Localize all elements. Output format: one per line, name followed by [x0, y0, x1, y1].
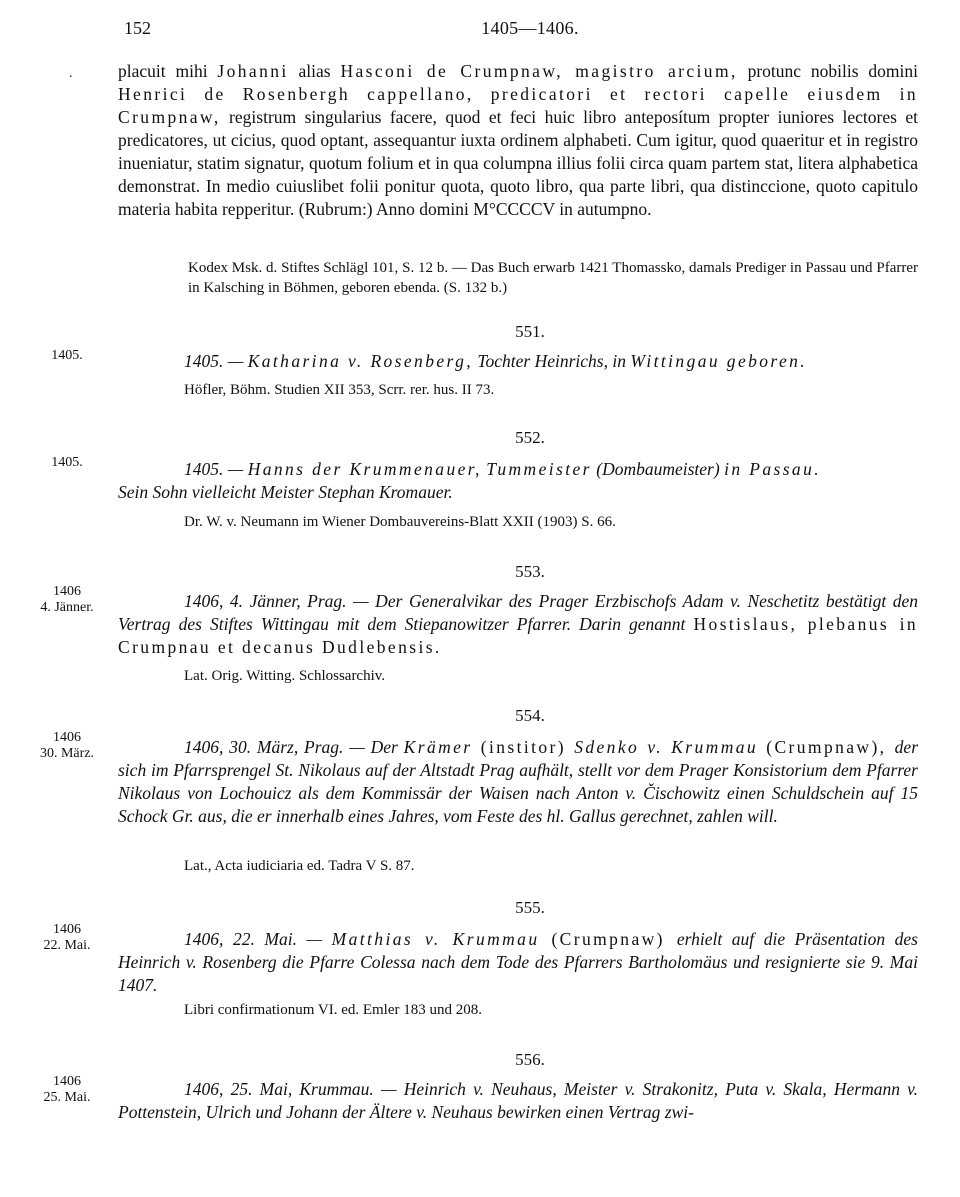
regest-text: 1406, 25. Mai, Krummau. — Heinrich v. Neuhaus, Meister v. Strakonitz, Puta v. Skala, Hermann v. Pottenstein, Ulrich und Johann der Ältere v. Neuhaus bewirken einen Vertrag zwi-	[118, 1079, 918, 1122]
regest-text: 1405. — Hanns der Krummenauer, Tummeister (Dombaumeister) in Passau. Sein Sohn vielleicht Meister Stephan Kromauer.	[118, 459, 822, 502]
source-note: Lat. Orig. Witting. Schlossarchiv.	[184, 668, 386, 684]
source-note: Höfler, Böhm. Studien XII 353, Scrr. rer. hus. II 73.	[184, 382, 495, 398]
margin-date: 1405.	[51, 348, 83, 363]
intro-text: registrum singularius facere, quod et feci huic libro anteposítum propter iuniores lectores et predicatores, ut cicius, quod optant, assequantur iuxta ordinem alphabeti. Cum igitur, quod quaeritur et in registro inueniatur, statim signatur, quotum folium et in qua columpna illius folii circa quam partem stat, litera alphabetica demonstrat. In medio cuiuslibet folii ponitur quota, quoto libro, qua parte libri, qua distinccione, quoto capitulo materia habita repperitur. (Rubrum:) Anno domini M°CCCCV in autumpno.	[118, 107, 918, 219]
intro-text: protunc nobilis domini	[737, 61, 918, 81]
margin-date: 1406 30. März.	[39, 730, 95, 761]
regest-text: 1406, 22. Mai. — Matthias v. Krummau (Crumpnaw) erhielt auf die Präsentation des Heinrich v. Rosenberg die Pfarre Colessa nach dem Tode des Pfarrers Bartholomäus und resignierte sie 9. Mai 1407.	[118, 929, 918, 995]
intro-text: placuit mihi	[118, 61, 218, 81]
regest-text: 1406, 30. März, Prag. — Der Krämer (institor) Sdenko v. Krummau (Crumpnaw), der sich im Pfarrsprengel St. Nikolaus auf der Altstadt Prag aufhält, stellt vor dem Prager Konsistorium dem Pfarrer Nikolaus von Lochouicz als dem Kommissär der Waisen nach Anton v. Čischowitz einen Schuldschein auf 15 Schock Gr. aus, die er innerhalb eines Jahres, vom Feste des hl. Gallus gerechnet, zahlen will.	[118, 737, 918, 826]
margin-date: 1406 22. Mai.	[43, 922, 91, 953]
intro-source-note	[118, 258, 918, 298]
page-header	[0, 14, 960, 44]
intro-text: alias	[288, 61, 341, 81]
entry-number: 552.	[515, 428, 545, 447]
intro-paragraph	[118, 60, 918, 221]
intro-name: Henrici de Rosenbergh cappellano, predicatori et rectori capelle eiusdem in Crumpnaw,	[118, 84, 918, 127]
source-note: Libri confirmationum VI. ed. Emler 183 und 208.	[184, 1002, 483, 1018]
entry-number: 555.	[515, 898, 545, 917]
margin-date: 1406 4. Jänner.	[40, 584, 94, 615]
running-head: 1405—1406.	[481, 18, 579, 38]
entry-number: 556.	[515, 1050, 545, 1069]
source-note: Dr. W. v. Neumann im Wiener Dombauvereins-Blatt XXII (1903) S. 66.	[184, 514, 616, 530]
entry-number: 554.	[515, 706, 545, 725]
margin-date: 1406 25. Mai.	[43, 1074, 91, 1105]
regest-text: 1406, 4. Jänner, Prag. — Der Generalvikar des Prager Erzbischofs Adam v. Neschetitz bestätigt den Vertrag des Stiftes Wittingau mit dem Stiepanowitzer Pfarrer. Darin genannt Hostislaus, plebanus in Crumpnau et decanus Dudlebensis.	[118, 591, 918, 657]
source-text: Kodex Msk. d. Stiftes Schlägl 101, S. 12 b. — Das Buch erwarb 1421 Thomassko, damals Prediger in Passau und Pfarrer in Kalsching in Böhmen, geboren ebenda. (S. 132 b.)	[188, 260, 918, 296]
intro-name: Johanni	[217, 61, 289, 81]
intro-name: Hasconi de Crumpnaw, magistro arcium,	[340, 61, 738, 81]
entry-number: 553.	[515, 562, 545, 581]
source-note: Lat., Acta iudiciaria ed. Tadra V S. 87.	[184, 858, 415, 874]
page-number: 152	[124, 18, 151, 38]
margin-mark: .	[69, 66, 73, 81]
regest-text: 1405. — Katharina v. Rosenberg, Tochter Heinrichs, in Wittingau geboren.	[184, 351, 808, 371]
entry-number: 551.	[515, 322, 545, 341]
margin-date: 1405.	[51, 455, 83, 470]
